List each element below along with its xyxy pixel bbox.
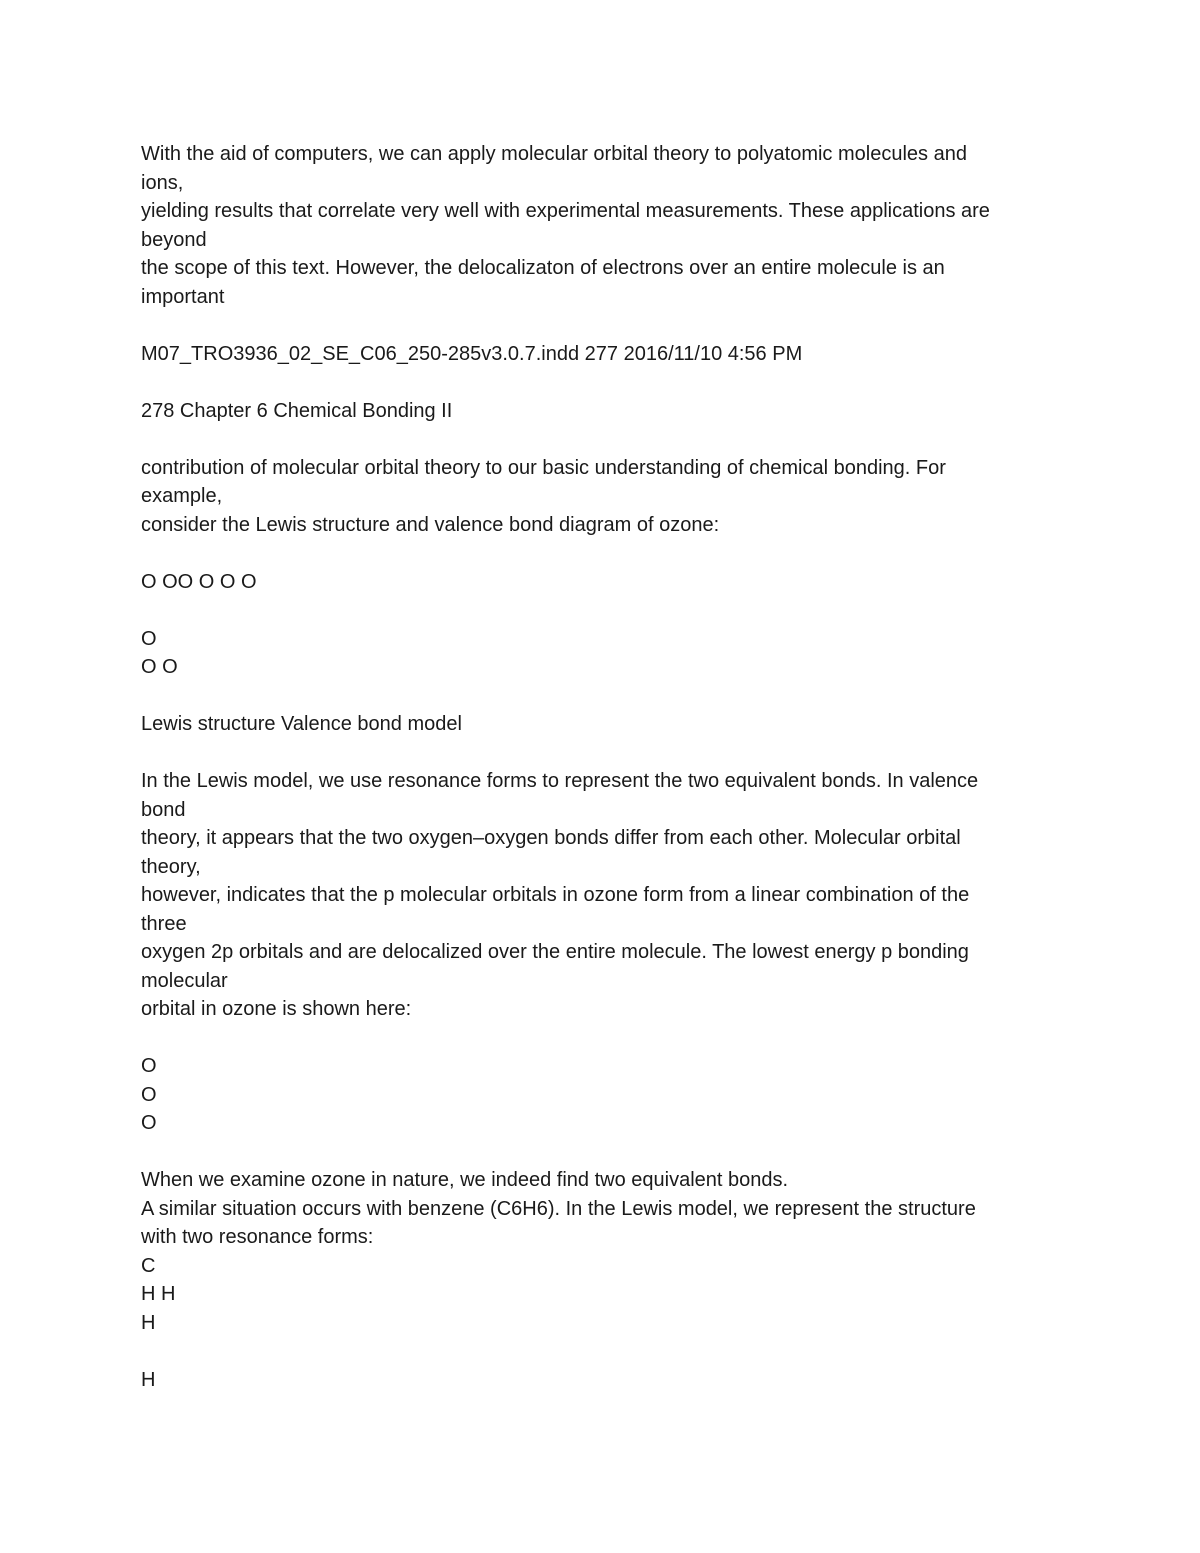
ozone-figure-text xyxy=(141,625,1071,682)
text-line: with two resonance forms: xyxy=(141,1226,374,1248)
ozone-structure-row: O OO O O O xyxy=(141,570,257,593)
text-line: O xyxy=(141,627,157,650)
text-line: ions, xyxy=(141,171,184,194)
page-header: 278 Chapter 6 Chemical Bonding II xyxy=(141,399,453,422)
text-line: orbital in ozone is shown here: xyxy=(141,998,412,1020)
text-line: In the Lewis model, we use resonance forms to represent the two equivalent bonds. In valence xyxy=(141,770,979,792)
paragraph-benzene xyxy=(141,1166,1071,1337)
text-line: bond xyxy=(141,798,186,821)
text-line: yielding results that correlate very well with experimental measurements. These applications are xyxy=(141,200,990,222)
paragraph-intro xyxy=(141,140,1071,311)
text-line: oxygen 2p orbitals and are delocalized over the entire molecule. The lowest energy p bonding xyxy=(141,941,969,963)
document-page xyxy=(141,140,1071,1394)
text-line: beyond xyxy=(141,228,207,251)
file-info-line: M07_TRO3936_02_SE_C06_250-285v3.0.7.indd 277 2016/11/10 4:56 PM xyxy=(141,342,803,365)
text-line: O O xyxy=(141,656,178,678)
orbital-figure-text xyxy=(141,1052,1071,1138)
text-line: theory, xyxy=(141,855,201,878)
text-line: O xyxy=(141,1112,157,1134)
text-line: however, indicates that the p molecular orbitals in ozone form from a linear combination of the xyxy=(141,884,970,906)
text-line: A similar situation occurs with benzene (C6H6). In the Lewis model, we represent the structure xyxy=(141,1197,976,1220)
text-line: With the aid of computers, we can apply molecular orbital theory to polyatomic molecules and xyxy=(141,143,967,165)
text-line: O xyxy=(141,1083,157,1106)
text-line: molecular xyxy=(141,969,228,992)
paragraph-lewis-model xyxy=(141,767,1071,1024)
paragraph-contribution xyxy=(141,454,1071,540)
text-line: contribution of molecular orbital theory to our basic understanding of chemical bonding. For xyxy=(141,456,946,479)
text-line: When we examine ozone in nature, we indeed find two equivalent bonds. xyxy=(141,1169,789,1191)
text-line: theory, it appears that the two oxygen–oxygen bonds differ from each other. Molecular orbital xyxy=(141,827,961,849)
text-line: the scope of this text. However, the delocalizaton of electrons over an entire molecule is an xyxy=(141,257,945,279)
text-line: H xyxy=(141,1311,156,1334)
text-line: important xyxy=(141,285,225,308)
text-line: O xyxy=(141,1055,157,1077)
figure-caption: Lewis structure Valence bond model xyxy=(141,713,462,735)
text-line: consider the Lewis structure and valence bond diagram of ozone: xyxy=(141,513,720,536)
text-line: C xyxy=(141,1254,156,1277)
text-line: H H xyxy=(141,1283,176,1305)
text-line: example, xyxy=(141,485,223,507)
text-line: H xyxy=(141,1368,156,1391)
text-line: three xyxy=(141,912,187,935)
